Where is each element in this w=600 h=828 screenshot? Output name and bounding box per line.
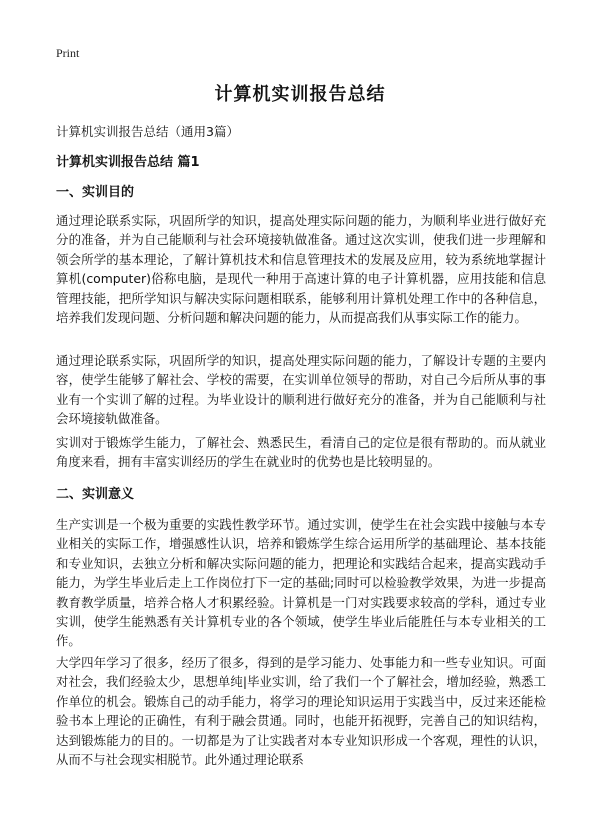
paragraph: 实训对于锻炼学生能力，了解社会、熟悉民生，看清自己的定位是很有帮助的。而从就业角度来看，拥有丰富实训经历的学生在就业时的优势也是比较明显的。 <box>56 435 546 470</box>
paragraph: 通过理论联系实际，巩固所学的知识，提高处理实际问题的能力，了解设计专题的主要内容，使学生能够了解社会、学校的需要，在实训单位领导的帮助，对自己今后所从事的事业有一个实训了解的过程。为毕业设计的顺利进行做好充分的准备，并为自己能顺利与社会环境接轨做准备。 <box>56 353 546 427</box>
page-title: 计算机实训报告总结 <box>214 84 386 105</box>
document-subtitle: 计算机实训报告总结（通用3篇） <box>56 124 239 139</box>
paragraph: 生产实训是一个极为重要的实践性教学环节。通过实训，使学生在社会实践中接触与本专业相关的实际工作，增强感性认识，培养和锻炼学生综合运用所学的基础理论、基本技能和专业知识，去独立分析和解决实际问题的能力，把理论和实践结合起来，提高实践动手能力，为学生毕业后走上工作岗位打下一定的基础;同时可以检验教学效果，为进一步提高教育教学质量，培养合格人才积累经验。计算机是一门对实践要求较高的学科，通过专业实训，使学生能熟悉有关计算机专业的各个领域，使学生毕业后能胜任与本专业相关的工作。 <box>56 517 546 649</box>
paragraph: 大学四年学习了很多，经历了很多，得到的是学习能力、处事能力和一些专业知识。可面对社会，我们经验太少，思想单纯|毕业实训，给了我们一个了解社会，增加经验，熟悉工作单位的机会。锻炼自己的动手能力，将学习的理论知识运用于实践当中，反过来还能检验书本上理论的正确性，有利于融会贯通。同时，也能开拓视野，完善自己的知识结构，达到锻炼能力的目的。一切都是为了让实践者对本专业知识形成一个客观，理性的认识，从而不与社会现实相脱节。此外通过理论联系 <box>56 655 546 768</box>
heading-meaning: 二、实训意义 <box>56 487 135 502</box>
heading-aim: 一、实训目的 <box>56 185 135 200</box>
paragraph: 通过理论联系实际，巩固所学的知识，提高处理实际问题的能力，为顺利毕业进行做好充分的准备，并为自己能顺利与社会环境接轨做准备。通过这次实训，使我们进一步理解和领会所学的基本理论，了解计算机技术和信息管理技术的发展及应用，较为系统地掌握计算机(computer)俗称电脑，是现代一种用于高速计算的电子计算机器，应用技能和信息管理技能，把所学知识与解决实际问题相联系，能够利用计算机处理工作中的各种信息，培养我们发现问题、分析问题和解决问题的能力，从而提高我们从事实际工作的能力。 <box>56 213 546 326</box>
print-link[interactable]: Print <box>56 46 80 60</box>
section-title: 计算机实训报告总结 篇1 <box>56 155 200 170</box>
